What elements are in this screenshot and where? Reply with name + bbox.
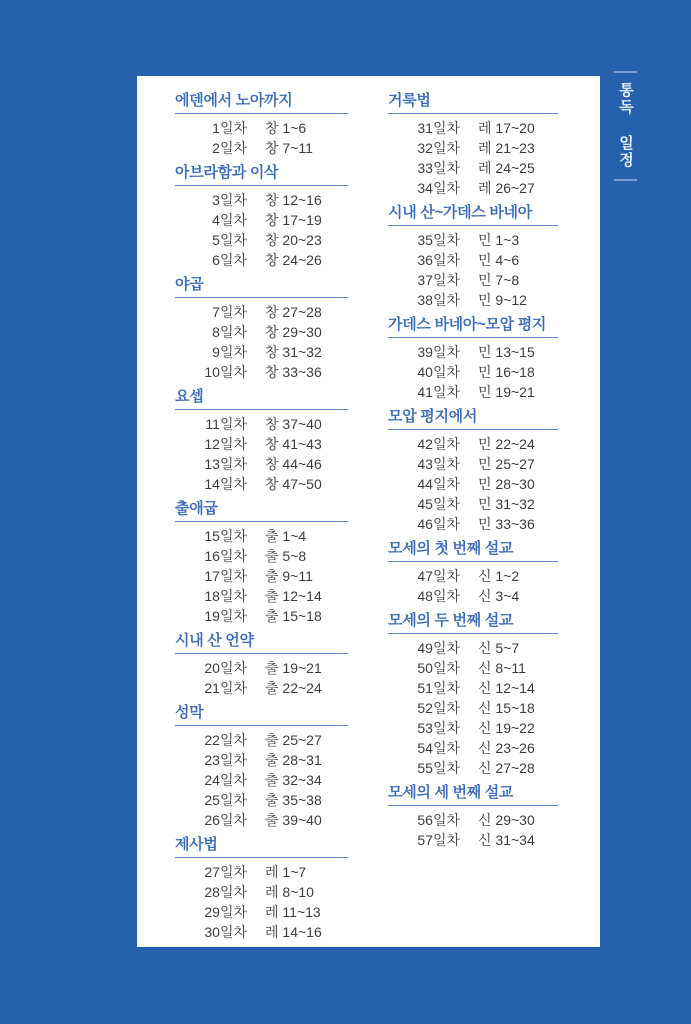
day-label: 54일차 [417, 740, 460, 756]
day-label: 22일차 [204, 732, 247, 748]
day-label: 7일차 [212, 304, 247, 320]
passage-text: 신 19~22 [478, 720, 535, 736]
day-label: 26일차 [204, 812, 247, 828]
passage-text: 레 11~13 [265, 904, 321, 920]
schedule-row [175, 230, 348, 250]
schedule-section [175, 837, 348, 942]
day-label: 13일차 [204, 456, 247, 472]
day-label: 38일차 [417, 292, 460, 308]
passage-text: 신 31~34 [478, 832, 535, 848]
schedule-row [175, 118, 348, 138]
schedule-row [175, 414, 348, 434]
schedule-row [175, 770, 348, 790]
section-title: 제사법 [175, 837, 348, 858]
schedule-section [175, 501, 348, 626]
passage-text: 출 39~40 [265, 812, 322, 828]
section-title: 출애굽 [175, 501, 348, 522]
day-label: 50일차 [417, 660, 460, 676]
passage-text: 창 33~36 [265, 364, 322, 380]
day-label: 42일차 [417, 436, 460, 452]
passage-text: 신 12~14 [478, 680, 535, 696]
day-label: 12일차 [204, 436, 247, 452]
schedule-section [388, 541, 558, 606]
passage-text: 레 14~16 [265, 924, 322, 940]
section-title: 시내 산~가데스 바네아 [388, 205, 558, 226]
schedule-row [175, 790, 348, 810]
day-label: 49일차 [417, 640, 460, 656]
section-title: 모압 평지에서 [388, 409, 558, 430]
schedule-row [388, 178, 558, 198]
schedule-row [388, 250, 558, 270]
schedule-section [175, 93, 348, 158]
section-title: 야곱 [175, 277, 348, 298]
passage-text: 창 1~6 [265, 120, 307, 136]
schedule-row [388, 698, 558, 718]
schedule-section [388, 409, 558, 534]
schedule-row [388, 678, 558, 698]
passage-text: 출 32~34 [265, 772, 322, 788]
passage-text: 민 7~8 [478, 272, 520, 288]
schedule-section [388, 317, 558, 402]
schedule-row [175, 342, 348, 362]
passage-text: 민 4~6 [478, 252, 520, 268]
schedule-row [388, 230, 558, 250]
schedule-section [388, 785, 558, 850]
schedule-row [175, 302, 348, 322]
schedule-row [388, 382, 558, 402]
passage-text: 창 31~32 [265, 344, 322, 360]
schedule-row [175, 454, 348, 474]
passage-text: 창 20~23 [265, 232, 322, 248]
passage-text: 출 1~4 [265, 528, 307, 544]
passage-text: 민 1~3 [478, 232, 520, 248]
passage-text: 창 29~30 [265, 324, 322, 340]
section-title: 모세의 첫 번째 설교 [388, 541, 558, 562]
day-label: 19일차 [204, 608, 247, 624]
schedule-section [175, 389, 348, 494]
passage-text: 레 17~20 [478, 120, 535, 136]
schedule-section [175, 705, 348, 830]
day-label: 31일차 [417, 120, 460, 136]
schedule-row [388, 738, 558, 758]
day-label: 23일차 [204, 752, 247, 768]
schedule-row [175, 586, 348, 606]
section-title: 성막 [175, 705, 348, 726]
schedule-section [388, 205, 558, 310]
passage-text: 레 26~27 [478, 180, 535, 196]
schedule-row [175, 750, 348, 770]
schedule-row [175, 566, 348, 586]
schedule-row [175, 730, 348, 750]
day-label: 4일차 [212, 212, 247, 228]
side-tab-label: 통독 일정 [617, 82, 634, 169]
schedule-row [175, 250, 348, 270]
schedule-row [388, 434, 558, 454]
passage-text: 창 7~11 [265, 140, 313, 156]
passage-text: 레 21~23 [478, 140, 535, 156]
day-label: 41일차 [417, 384, 460, 400]
day-label: 40일차 [417, 364, 460, 380]
passage-text: 민 13~15 [478, 344, 535, 360]
passage-text: 신 29~30 [478, 812, 535, 828]
day-label: 30일차 [204, 924, 247, 940]
section-title: 모세의 두 번째 설교 [388, 613, 558, 634]
schedule-row [388, 830, 558, 850]
passage-text: 신 8~11 [478, 660, 526, 676]
passage-text: 창 17~19 [265, 212, 322, 228]
schedule-row [388, 494, 558, 514]
day-label: 1일차 [212, 120, 247, 136]
passage-text: 출 22~24 [265, 680, 322, 696]
passage-text: 출 28~31 [265, 752, 322, 768]
schedule-row [388, 718, 558, 738]
section-title: 거룩법 [388, 93, 558, 114]
day-label: 46일차 [417, 516, 460, 532]
day-label: 32일차 [417, 140, 460, 156]
schedule-row [175, 322, 348, 342]
passage-text: 민 31~32 [478, 496, 535, 512]
day-label: 17일차 [204, 568, 247, 584]
schedule-section [388, 93, 558, 198]
passage-text: 레 8~10 [265, 884, 314, 900]
passage-text: 민 16~18 [478, 364, 535, 380]
schedule-column-left [175, 93, 348, 947]
schedule-row [388, 362, 558, 382]
day-label: 6일차 [212, 252, 247, 268]
passage-text: 출 19~21 [265, 660, 322, 676]
day-label: 11일차 [205, 416, 247, 432]
passage-text: 출 5~8 [265, 548, 307, 564]
passage-text: 창 44~46 [265, 456, 322, 472]
schedule-row [175, 190, 348, 210]
passage-text: 신 27~28 [478, 760, 535, 776]
day-label: 55일차 [417, 760, 460, 776]
schedule-row [388, 658, 558, 678]
day-label: 29일차 [204, 904, 247, 920]
passage-text: 레 1~7 [265, 864, 307, 880]
passage-text: 출 9~11 [265, 568, 313, 584]
day-label: 28일차 [204, 884, 247, 900]
passage-text: 창 37~40 [265, 416, 322, 432]
schedule-row [175, 678, 348, 698]
passage-text: 신 5~7 [478, 640, 520, 656]
day-label: 44일차 [417, 476, 460, 492]
schedule-row [175, 606, 348, 626]
day-label: 24일차 [204, 772, 247, 788]
day-label: 9일차 [212, 344, 247, 360]
passage-text: 출 12~14 [265, 588, 322, 604]
schedule-row [175, 138, 348, 158]
side-tab [614, 71, 637, 181]
passage-text: 출 15~18 [265, 608, 322, 624]
day-label: 47일차 [417, 568, 460, 584]
schedule-row [175, 862, 348, 882]
schedule-row [388, 810, 558, 830]
schedule-section [175, 633, 348, 698]
schedule-row [388, 566, 558, 586]
passage-text: 출 25~27 [265, 732, 322, 748]
day-label: 2일차 [212, 140, 247, 156]
passage-text: 민 25~27 [478, 456, 535, 472]
passage-text: 레 24~25 [478, 160, 535, 176]
day-label: 56일차 [417, 812, 460, 828]
schedule-row [388, 270, 558, 290]
schedule-row [388, 158, 558, 178]
day-label: 43일차 [417, 456, 460, 472]
passage-text: 창 27~28 [265, 304, 322, 320]
schedule-row [388, 758, 558, 778]
day-label: 16일차 [204, 548, 247, 564]
day-label: 14일차 [204, 476, 247, 492]
schedule-row [175, 882, 348, 902]
passage-text: 민 28~30 [478, 476, 535, 492]
passage-text: 민 33~36 [478, 516, 535, 532]
passage-text: 창 47~50 [265, 476, 322, 492]
day-label: 37일차 [417, 272, 460, 288]
day-label: 15일차 [204, 528, 247, 544]
schedule-row [175, 210, 348, 230]
section-title: 시내 산 언약 [175, 633, 348, 654]
day-label: 3일차 [212, 192, 247, 208]
day-label: 48일차 [417, 588, 460, 604]
schedule-column-right [388, 93, 558, 947]
passage-text: 민 22~24 [478, 436, 535, 452]
schedule-row [175, 434, 348, 454]
schedule-row [388, 290, 558, 310]
day-label: 33일차 [417, 160, 460, 176]
passage-text: 창 41~43 [265, 436, 322, 452]
day-label: 10일차 [204, 364, 247, 380]
day-label: 36일차 [417, 252, 460, 268]
passage-text: 창 24~26 [265, 252, 322, 268]
day-label: 8일차 [212, 324, 247, 340]
day-label: 34일차 [417, 180, 460, 196]
day-label: 20일차 [204, 660, 247, 676]
schedule-row [175, 474, 348, 494]
day-label: 35일차 [417, 232, 460, 248]
schedule-row [388, 586, 558, 606]
passage-text: 신 23~26 [478, 740, 535, 756]
section-title: 에덴에서 노아까지 [175, 93, 348, 114]
day-label: 27일차 [204, 864, 247, 880]
day-label: 21일차 [204, 680, 247, 696]
side-tab-top-line [614, 71, 637, 73]
schedule-row [175, 658, 348, 678]
schedule-row [388, 514, 558, 534]
schedule-row [175, 526, 348, 546]
schedule-row [388, 138, 558, 158]
schedule-row [175, 362, 348, 382]
section-title: 아브라함과 이삭 [175, 165, 348, 186]
section-title: 모세의 세 번째 설교 [388, 785, 558, 806]
schedule-card [137, 76, 600, 947]
schedule-row [175, 902, 348, 922]
section-title: 요셉 [175, 389, 348, 410]
day-label: 18일차 [204, 588, 247, 604]
schedule-row [175, 922, 348, 942]
passage-text: 신 3~4 [478, 588, 520, 604]
day-label: 5일차 [212, 232, 247, 248]
schedule-columns [175, 93, 557, 947]
passage-text: 신 1~2 [478, 568, 520, 584]
day-label: 39일차 [417, 344, 460, 360]
schedule-row [388, 118, 558, 138]
schedule-row [175, 810, 348, 830]
day-label: 53일차 [417, 720, 460, 736]
schedule-section [388, 613, 558, 778]
side-tab-bottom-line [614, 179, 637, 181]
schedule-row [388, 474, 558, 494]
day-label: 52일차 [417, 700, 460, 716]
schedule-row [388, 454, 558, 474]
passage-text: 창 12~16 [265, 192, 322, 208]
passage-text: 신 15~18 [478, 700, 535, 716]
day-label: 25일차 [204, 792, 247, 808]
schedule-row [388, 342, 558, 362]
schedule-row [388, 638, 558, 658]
passage-text: 출 35~38 [265, 792, 322, 808]
schedule-section [175, 165, 348, 270]
day-label: 57일차 [417, 832, 460, 848]
schedule-section [175, 277, 348, 382]
passage-text: 민 9~12 [478, 292, 527, 308]
day-label: 51일차 [417, 680, 460, 696]
day-label: 45일차 [417, 496, 460, 512]
schedule-row [175, 546, 348, 566]
section-title: 가데스 바네아~모압 평지 [388, 317, 558, 338]
passage-text: 민 19~21 [478, 384, 535, 400]
